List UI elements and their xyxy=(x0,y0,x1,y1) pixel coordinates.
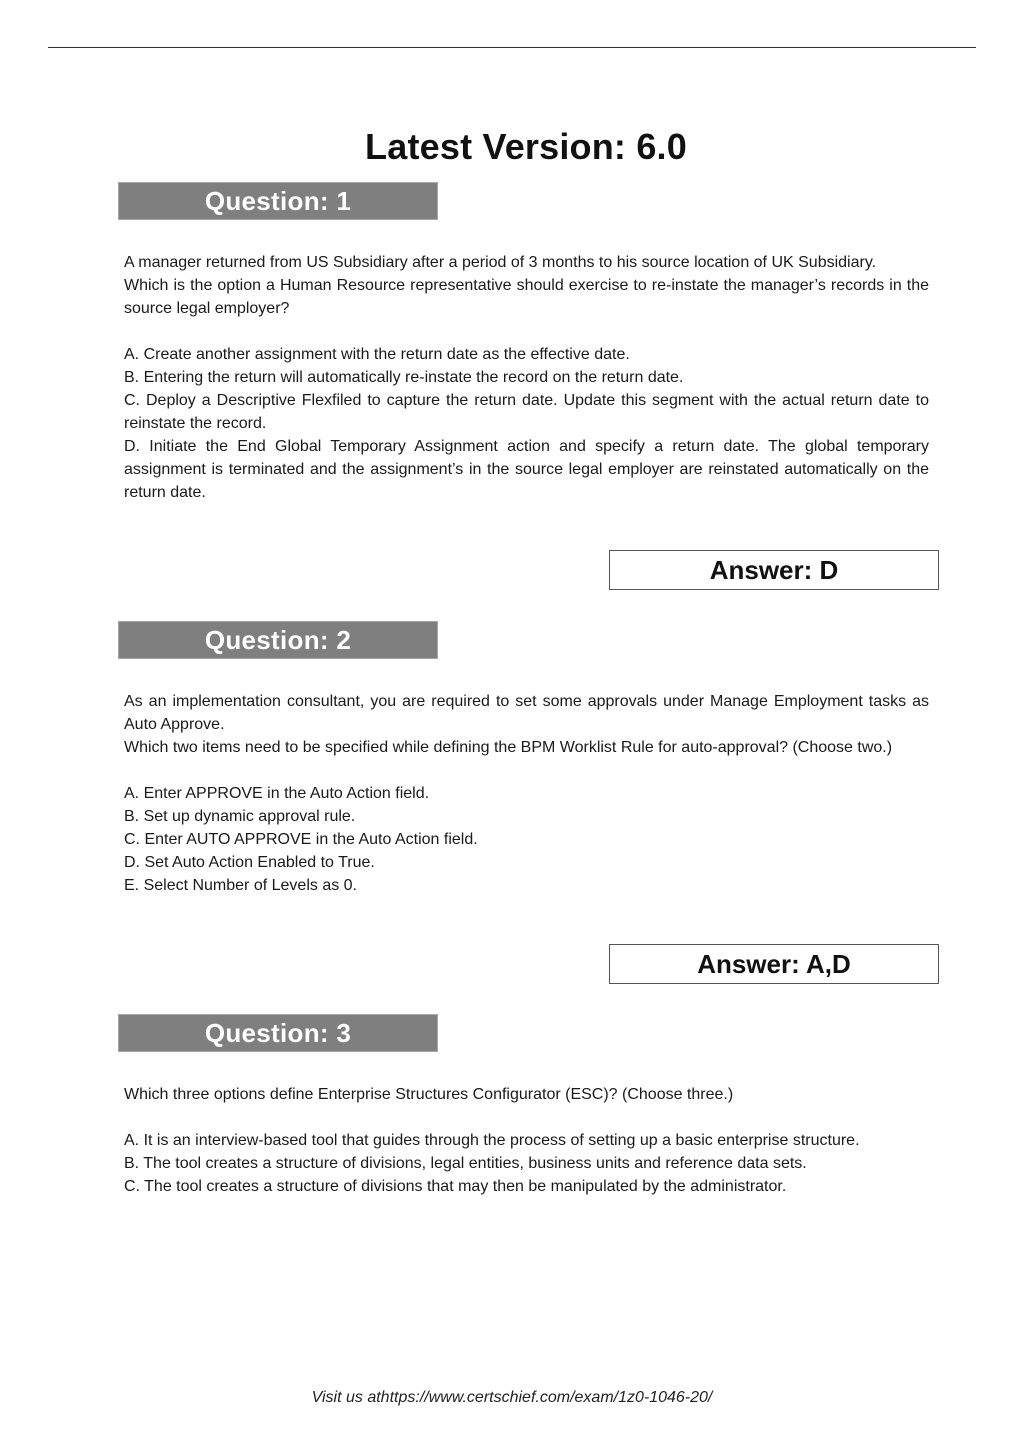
question-2-body xyxy=(124,690,929,897)
spacer xyxy=(124,1106,929,1129)
question-1-banner: Question: 1 xyxy=(118,182,438,220)
question-1-stem-line-2: Which is the option a Human Resource representative should exercise to re-instate the manager’s records in the source legal employer? xyxy=(124,277,929,317)
question-1-option-c: C. Deploy a Descriptive Flexfiled to capture the return date. Update this segment with the actual return date to reinstate the record. xyxy=(124,392,929,432)
spacer xyxy=(124,320,929,343)
question-2-stem-line-2: Which two items need to be specified while defining the BPM Worklist Rule for auto-approval? (Choose two.) xyxy=(124,739,893,756)
question-3-banner: Question: 3 xyxy=(118,1014,438,1052)
question-2-banner: Question: 2 xyxy=(118,621,438,659)
question-1-option-a: A. Create another assignment with the return date as the effective date. xyxy=(124,346,630,363)
question-3-stem-line-1: Which three options define Enterprise Structures Configurator (ESC)? (Choose three.) xyxy=(124,1086,734,1103)
question-2-option-c: C. Enter AUTO APPROVE in the Auto Action field. xyxy=(124,831,478,848)
question-1-option-b: B. Entering the return will automatically re-instate the record on the return date. xyxy=(124,369,684,386)
question-1-option-d: D. Initiate the End Global Temporary Assignment action and specify a return date. The global temporary assignment is terminated and the assignment’s in the source legal employer are reinstated automatically on the return date. xyxy=(124,438,929,501)
question-2-stem-line-1: As an implementation consultant, you are required to set some approvals under Manage Employment tasks as Auto Approve. xyxy=(124,693,929,733)
question-3-body xyxy=(124,1083,929,1198)
question-1-body xyxy=(124,251,929,504)
footer-link-text: Visit us athttps://www.certschief.com/exam/1z0-1046-20/ xyxy=(311,1389,713,1406)
question-3-option-a: A. It is an interview-based tool that guides through the process of setting up a basic enterprise structure. xyxy=(124,1132,860,1149)
question-2-answer: Answer: A,D xyxy=(609,944,939,984)
question-2-option-a: A. Enter APPROVE in the Auto Action field. xyxy=(124,785,430,802)
question-1-stem-line-1: A manager returned from US Subsidiary after a period of 3 months to his source location of UK Subsidiary. xyxy=(124,254,877,271)
question-2-option-b: B. Set up dynamic approval rule. xyxy=(124,808,356,825)
question-3-option-c: C. The tool creates a structure of divisions that may then be manipulated by the administrator. xyxy=(124,1178,787,1195)
header-rule xyxy=(48,47,976,48)
question-2-option-e: E. Select Number of Levels as 0. xyxy=(124,877,357,894)
question-3-option-b: B. The tool creates a structure of divisions, legal entities, business units and reference data sets. xyxy=(124,1155,807,1172)
question-2-option-d: D. Set Auto Action Enabled to True. xyxy=(124,854,375,871)
question-1-answer: Answer: D xyxy=(609,550,939,590)
spacer xyxy=(124,759,929,782)
page-title: Latest Version: 6.0 xyxy=(365,126,687,167)
